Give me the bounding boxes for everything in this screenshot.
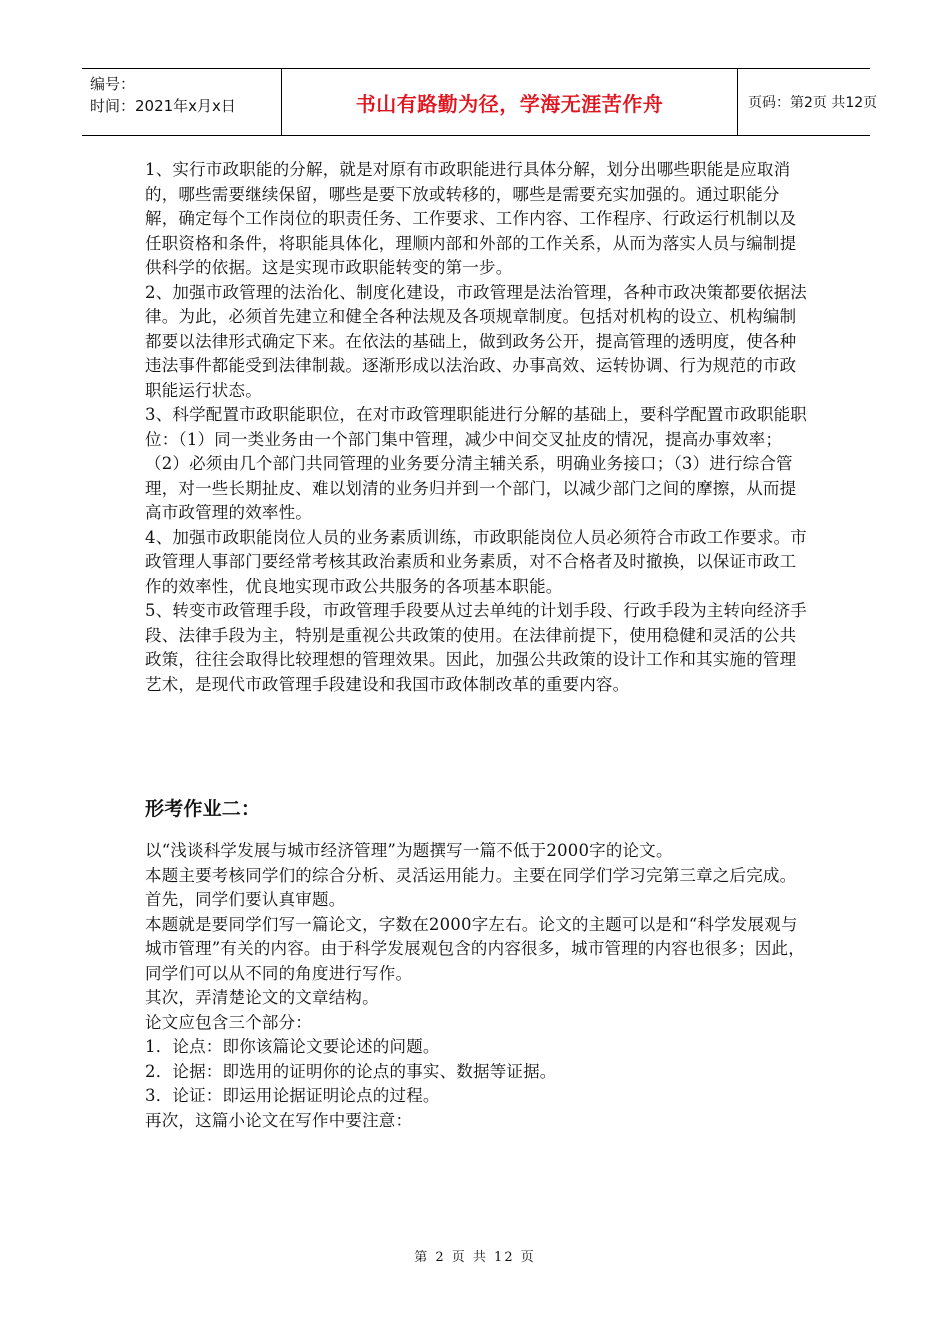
paragraph: 1、实行市政职能的分解，就是对原有市政职能进行具体分解，划分出哪些职能是应取消的，哪些需要继续保留，哪些是要下放或转移的，哪些是需要充实加强的。通过职能分解，确定每个工作岗位的职责任务、工作要求、工作内容、工作程序、行政运行机制以及任职资格和条件，将职能具体化，理顺内部和外部的工作关系，从而为落实人员与编制提供科学的依据。这是实现市政职能转变的第一步。 — [145, 160, 797, 277]
paragraph: 4、加强市政职能岗位人员的业务素质训练，市政职能岗位人员必须符合市政工作要求。市政管理人事部门要经常考核其政治素质和业务素质，对不合格者及时撤换，以保证市政工作的效率性，优良地实现市政公共服务的各项基本职能。 — [145, 527, 807, 596]
paragraph: 再次，这篇小论文在写作中要注意： — [145, 1110, 413, 1130]
section-spacer — [145, 697, 809, 795]
header-meta — [82, 69, 282, 135]
number-label: 编号： — [90, 75, 136, 93]
paragraph: 首先，同学们要认真审题。 — [145, 890, 346, 909]
paragraph: （2）必须由几个部门共同管理的业务要分清主辅关系，明确业务接口；（3）进行综合管理，对一些长期扯皮、难以划清的业务归并到一个部门，以减少部门之间的摩擦，从而提高市政管理的效率性。 — [145, 454, 797, 522]
document-body — [145, 158, 809, 1133]
paragraph: 5、转变市政管理手段，市政管理手段要从过去单纯的计划手段、行政手段为主转向经济手段、法律手段为主，特别是重视公共政策的使用。在法律前提下，使用稳健和灵活的公共政策，往往会取得比较理想的管理效果。因此，加强公共政策的设计工作和其实施的管理艺术，是现代市政管理手段建设和我国市政体制改革的重要内容。 — [145, 601, 807, 694]
page-header — [82, 68, 878, 136]
paragraph: 2、加强市政管理的法治化、制度化建设，市政管理是法治管理，各种市政决策都要依据法律。为此，必须首先建立和健全各种法规及各项规章制度。包括对机构的设立、机构编制都要以法律形式确定下来。在依法的基础上，做到政务公开，提高管理的透明度，使各种违法事件都能受到法律制裁。逐渐形成以法治政、办事高效、运转协调、行为规范的市政职能运行状态。 — [145, 282, 807, 400]
paragraph: 3、科学配置市政职能职位，在对市政管理职能进行分解的基础上，要科学配置市政职能职位：（1）同一类业务由一个部门集中管理，减少中间交叉扯皮的情况，提高办事效率； — [145, 405, 807, 449]
page-footer: 第 2 页 共 12 页 — [414, 1250, 536, 1265]
header-page-info: 页码：第2页 共12页 — [748, 95, 878, 111]
section-title: 形考作业二： — [145, 798, 261, 820]
paragraph: 论文应包含三个部分： — [145, 1012, 312, 1032]
paragraph: 本题主要考核同学们的综合分析、灵活运用能力。主要在同学们学习完第三章之后完成。 — [145, 865, 797, 885]
paragraph: 3．论证：即运用论据证明论点的过程。 — [145, 1086, 440, 1105]
date-label: 时间：2021年x月x日 — [90, 97, 236, 115]
paragraph: 其次，弄清楚论文的文章结构。 — [145, 988, 379, 1007]
paragraph: 以“浅谈科学发展与城市经济管理”为题撰写一篇不低于2000字的论文。 — [145, 841, 673, 860]
paragraph: 1．论点：即你该篇论文要论述的问题。 — [145, 1037, 440, 1056]
header-motto: 书山有路勤为径，学海无涯苦作舟 — [282, 69, 738, 135]
paragraph: 2．论据：即选用的证明你的论点的事实、数据等证据。 — [145, 1061, 557, 1081]
paragraph: 本题就是要同学们写一篇论文，字数在2000字左右。论文的主题可以是和“科学发展观与城市管理”有关的内容。由于科学发展观包含的内容很多，城市管理的内容也很多；因此，同学们可以从不同的角度进行写作。 — [145, 914, 805, 983]
